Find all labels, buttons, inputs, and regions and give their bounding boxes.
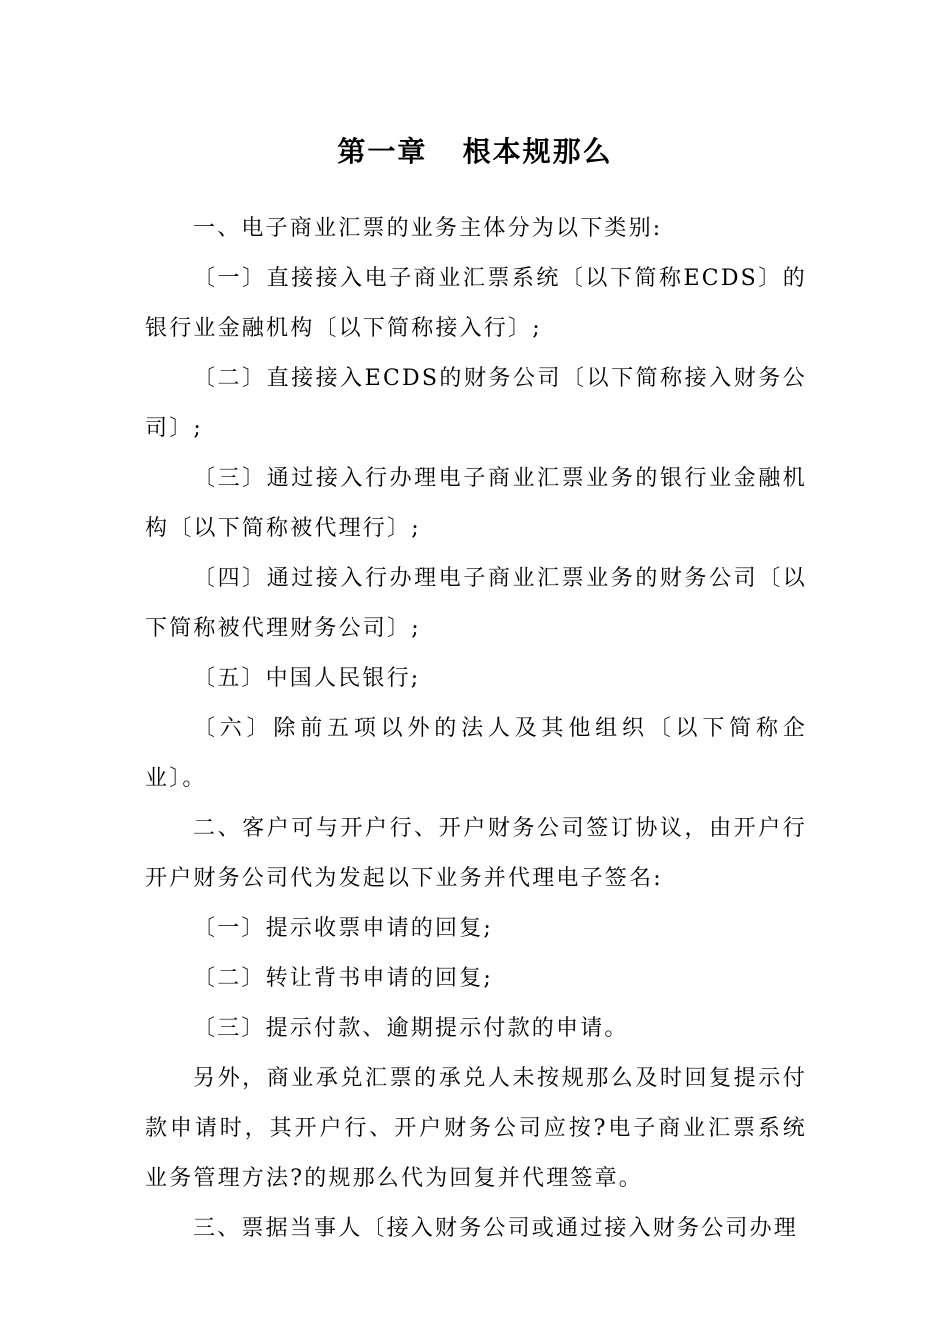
paragraph-8: 二、客户可与开户行、开户财务公司签订协议，由开户行开户财务公司代为发起以下业务并代理电子签名:	[145, 816, 807, 891]
paragraph-13: 三、票据当事人〔接入财务公司或通过接入财务公司办理	[193, 1216, 799, 1241]
paragraph-12: 另外，商业承兑汇票的承兑人未按规那么及时回复提示付款申请时，其开户行、开户财务公司应按?电子商业汇票系统业务管理方法?的规那么代为回复并代理签章。	[145, 1066, 807, 1191]
paragraph-9: 〔一〕提示收票申请的回复;	[193, 916, 494, 941]
paragraph-7: 〔六〕除前五项以外的法人及其他组织〔以下简称企业〕。	[145, 716, 807, 791]
chapter-title: 第一章 根本规那么	[337, 135, 613, 168]
document-body	[145, 204, 807, 1254]
paragraph-10: 〔二〕转让背书申请的回复;	[193, 966, 494, 991]
paragraph-11: 〔三〕提示付款、逾期提示付款的申请。	[193, 1016, 629, 1041]
paragraph-5: 〔四〕通过接入行办理电子商业汇票业务的财务公司〔以下简称被代理财务公司〕;	[145, 566, 807, 641]
paragraph-4: 〔三〕通过接入行办理电子商业汇票业务的银行业金融机构〔以下简称被代理行〕;	[145, 466, 807, 541]
paragraph-6: 〔五〕中国人民银行;	[193, 666, 421, 691]
paragraph-2: 〔一〕直接接入电子商业汇票系统〔以下简称ECDS〕的银行业金融机构〔以下简称接入行〕;	[145, 266, 807, 341]
paragraph-3: 〔二〕直接接入ECDS的财务公司〔以下简称接入财务公司〕;	[145, 366, 807, 441]
paragraph-1: 一、电子商业汇票的业务主体分为以下类别:	[193, 216, 663, 241]
